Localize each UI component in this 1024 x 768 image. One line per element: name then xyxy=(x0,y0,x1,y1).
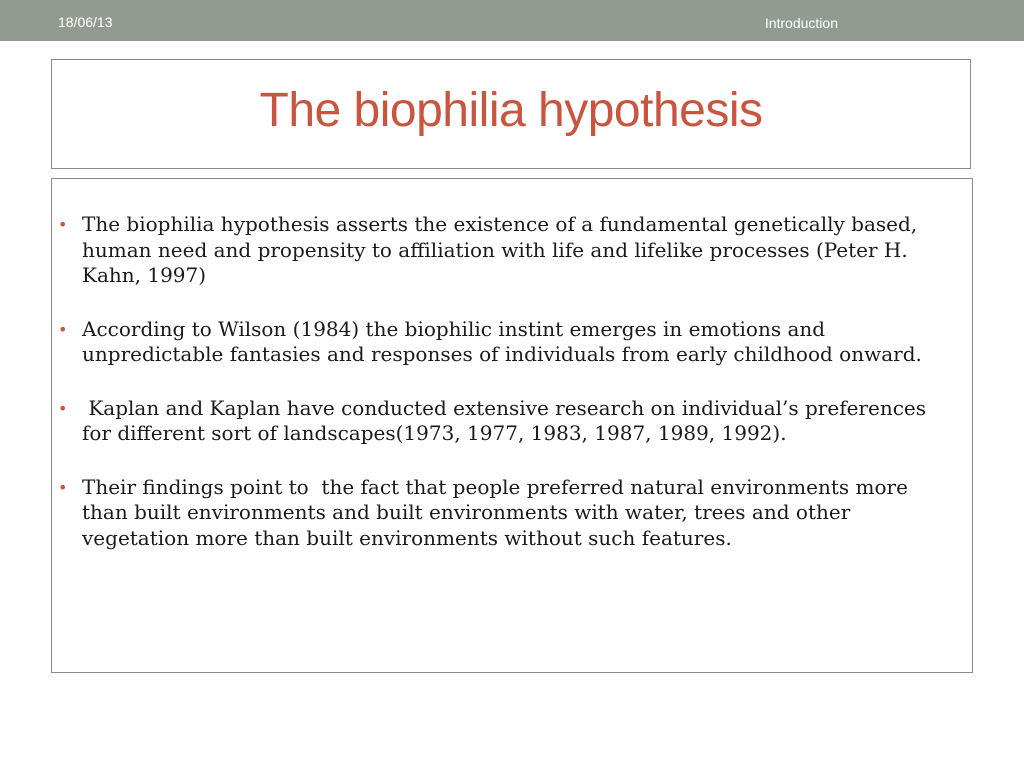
title-box xyxy=(51,59,971,169)
section-label: Introduction xyxy=(764,15,838,31)
bullet-marker: • xyxy=(58,398,68,418)
bullet-item xyxy=(58,212,942,289)
content-box xyxy=(51,178,973,673)
bullet-text: Their findings point to the fact that people preferred natural environments more than built environments and built environments with water, trees and other vegetation more than built environments without such features. xyxy=(82,474,915,550)
bullet-text: The biophilia hypothesis asserts the existence of a fundamental genetically based, human need and propensity to affiliation with life and lifelike processes (Peter H. Kahn, 1997) xyxy=(82,212,924,287)
bullet-list xyxy=(58,212,942,551)
bullet-marker: • xyxy=(58,477,68,497)
bullet-item xyxy=(58,474,942,552)
header-bar xyxy=(0,0,1024,41)
slide-title: The biophilia hypothesis xyxy=(259,83,763,137)
bullet-marker: • xyxy=(58,215,68,234)
bullet-item xyxy=(58,316,942,368)
bullet-text: According to Wilson (1984) the biophilic instint emerges in emotions and unpredictable fantasies and responses of individuals from early childhood onward. xyxy=(82,316,922,366)
bullet-marker: • xyxy=(58,319,68,339)
bullet-text: Kaplan and Kaplan have conducted extensive research on individual’s preferences for different sort of landscapes(1973, 1977, 1983, 1987, 1989, 1992). xyxy=(82,395,933,445)
slide-date: 18/06/13 xyxy=(58,14,113,30)
bullet-item xyxy=(58,395,942,447)
